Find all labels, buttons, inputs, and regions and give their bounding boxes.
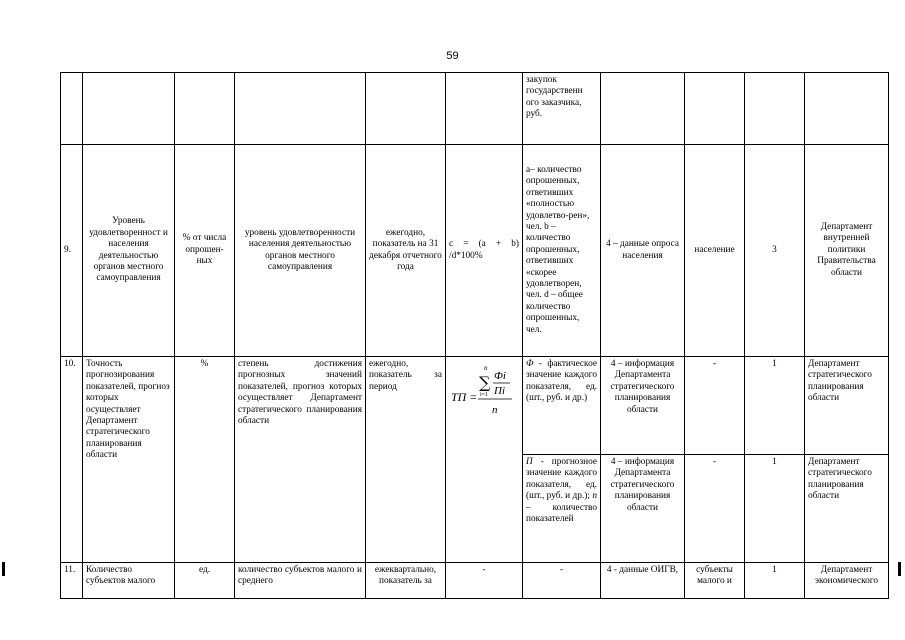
cell-period: 1 [745,563,805,599]
formula-numerator: Фi [494,370,506,382]
cell-formula-desc: Ф - фактическое значение каждого показателя, ед. (шт., руб. и др.) [523,357,601,455]
cell-formula-desc: a– количество опрошенных, ответивших «полностью удовлетво-рен», чел. b – количество опрошенных, ответивших «скорее удовлетворен, чел. d – общее количество опрошенных, чел. [523,145,601,357]
cell-definition: уровень удовлетворенности населения деятельностью органов местного самоуправления [235,145,366,357]
formula-lhs: ТП [451,390,467,404]
cell-unit [175,73,235,145]
formula-sum-top: n [484,364,488,372]
cell-object: - [685,357,745,455]
cell-timing: ежегодно, показатель на 31 декабря отчетного года [366,145,446,357]
formula-equals: = [470,390,477,404]
formula-denominator: Пi [494,385,505,397]
cell-responsible: Департамент экономического [805,563,889,599]
cell-responsible [805,73,889,145]
cell-num [61,73,83,145]
cell-timing [366,73,446,145]
cell-period: 3 [745,145,805,357]
cell-source: 4 – информация Департамента стратегического планирования области [601,357,685,455]
table-row-continuation [61,73,889,145]
table-row-11 [61,563,889,599]
cell-formula-desc: закупок государственн ого заказчика, руб. [523,73,601,145]
cell-definition [235,73,366,145]
cell-period: 1 [745,357,805,455]
cell-period [745,73,805,145]
cell-formula [446,73,523,145]
cell-unit: % от числа опрошен-ных [175,145,235,357]
cell-period: 1 [745,455,805,563]
cell-timing: ежегодно, показатель за период [366,357,446,563]
cell-object: население [685,145,745,357]
cell-unit: ед. [175,563,235,599]
cell-object [685,73,745,145]
margin-mark-right [898,562,901,576]
cell-object: - [685,455,745,563]
table-row-10 [61,357,889,455]
cell-formula-desc: П - прогнозное значение каждого показателя, ед. (шт., руб. и др.); n – количество показателей [523,455,601,563]
cell-source [601,73,685,145]
cell-formula: c = (a + b) /d*100% [446,145,523,357]
cell-source: 4 - данные ОИГВ, [601,563,685,599]
cell-source: 4 – информация Департамента стратегического планирования области [601,455,685,563]
formula-sum-bottom: i=1 [480,392,489,398]
page-number: 59 [446,50,459,62]
cell-num: 9. [61,145,83,357]
cell-unit: % [175,357,235,563]
cell-timing: ежеквартально, показатель за [366,563,446,599]
cell-name: Уровень удовлетворенност и населения деятельностью органов местного самоуправления [83,145,175,357]
cell-responsible: Департамент стратегического планирования области [805,455,889,563]
cell-formula [446,357,523,563]
cell-name: Количество субъектов малого [83,563,175,599]
cell-name: Точность прогнозирования показателей, прогноз которых осуществляет Департамент стратегического планирования области [83,357,175,563]
cell-responsible: Департамент стратегического планирования области [805,357,889,455]
cell-source: 4 – данные опроса населения [601,145,685,357]
cell-responsible: Департамент внутренней политики Правительства области [805,145,889,357]
sum-icon: ∑ [479,373,491,392]
margin-mark-left [2,562,5,576]
cell-definition: степень достижения прогнозных значений показателей, прогноз которых осуществляет Департамент стратегического планирования области [235,357,366,563]
table-row-9 [61,145,889,357]
cell-name [83,73,175,145]
cell-num: 11. [61,563,83,599]
cell-formula-desc: - [523,563,601,599]
formula-n: n [492,404,498,416]
cell-formula: - [446,563,523,599]
cell-num: 10. [61,357,83,563]
indicators-table [60,72,889,599]
accuracy-formula [449,361,519,431]
cell-object: субъекты малого и [685,563,745,599]
cell-definition: количество субъектов малого и среднего [235,563,366,599]
